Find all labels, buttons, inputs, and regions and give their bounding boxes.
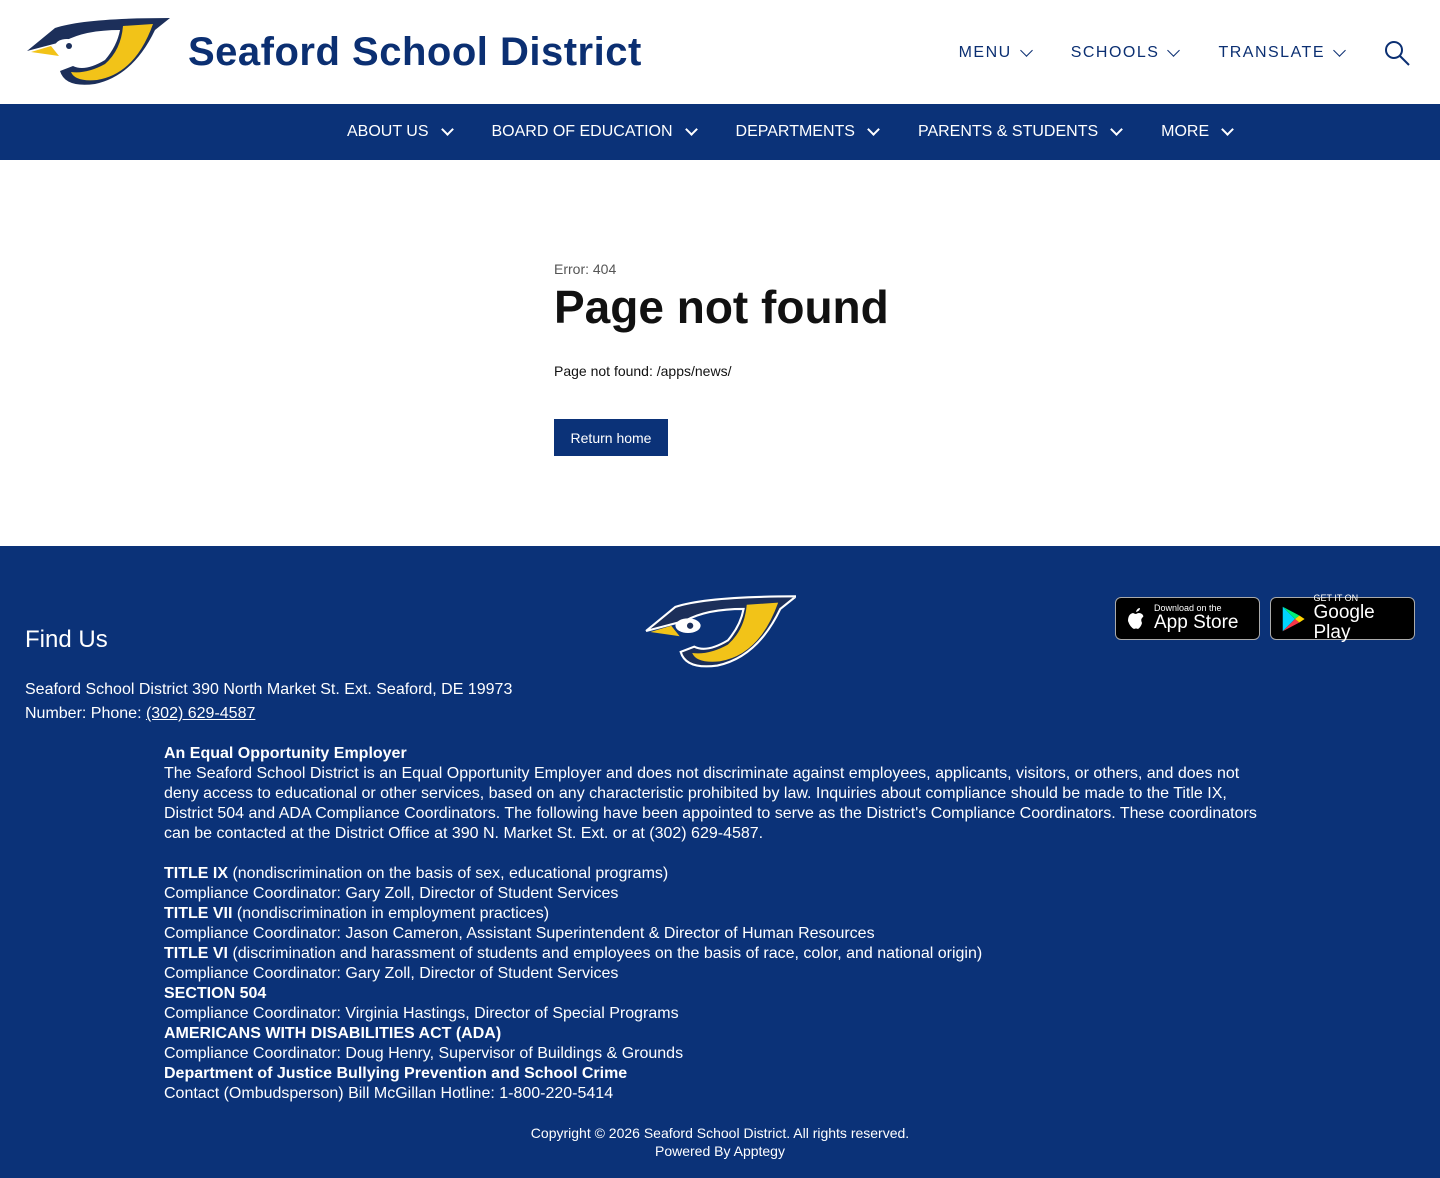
compliance-coordinator: Compliance Coordinator: Gary Zoll, Director of Student Services	[164, 965, 619, 982]
googleplay-big: Google Play	[1313, 602, 1375, 643]
search-icon[interactable]	[1384, 40, 1410, 66]
compliance-title: Department of Justice Bullying Prevention and School Crime	[164, 1065, 628, 1082]
chevron-down-icon	[867, 123, 880, 136]
footer-logo	[644, 594, 796, 670]
phone-link[interactable]: (302) 629-4587	[145, 705, 256, 722]
nav-label: DEPARTMENTS	[735, 123, 855, 140]
nav-label: PARENTS & STUDENTS	[917, 123, 1099, 140]
district-logo[interactable]	[25, 16, 170, 88]
compliance-coordinator: Compliance Coordinator: Virginia Hastings, Director of Special Programs	[164, 1005, 679, 1022]
nav-more[interactable]	[1161, 123, 1232, 141]
chevron-down-icon	[1221, 123, 1234, 136]
nav-about-us[interactable]	[347, 123, 452, 141]
eoe-text: The Seaford School District is an Equal Opportunity Employer and does not discriminate against employees, applicants, visitors, or others, and does not deny access to educational or other services, based on any characteristic prohibited by law. Inquiries about compliance should be made to the Title IX, District 504 and ADA Compliance Coordinators. The following have been appointed to serve as the District's Compliance Coordinators. These coordinators can be contacted at the District Office at 390 N. Market St. Ext. or at (302) 629-4587.	[164, 765, 1257, 842]
compliance-coordinator: Compliance Coordinator: Gary Zoll, Director of Student Services	[164, 885, 619, 902]
google-play-button[interactable]	[1270, 593, 1415, 643]
address	[25, 678, 512, 726]
return-home-button[interactable]: Return home	[554, 419, 668, 456]
nav-parents-students[interactable]	[918, 123, 1121, 141]
chevron-down-icon	[1333, 44, 1346, 57]
menu-label: MENU	[958, 44, 1012, 61]
nav-label: MORE	[1161, 123, 1210, 140]
chevron-down-icon	[1168, 44, 1181, 57]
compliance-heading	[164, 1024, 1274, 1044]
compliance-coordinator: Contact (Ombudsperson) Bill McGillan Hotline: 1-800-220-5414	[164, 1085, 614, 1102]
compliance-coordinator: Compliance Coordinator: Jason Cameron, Assistant Superintendent & Director of Human Resources	[164, 925, 875, 942]
compliance-heading	[164, 864, 1274, 884]
main-content	[0, 160, 1440, 546]
apple-icon	[1126, 607, 1146, 631]
nav-label: BOARD OF EDUCATION	[491, 123, 673, 140]
nav-label: ABOUT US	[347, 123, 429, 140]
compliance-desc: (nondiscrimination on the basis of sex, educational programs)	[228, 865, 669, 882]
address-text: Seaford School District 390 North Market St. Ext. Seaford, DE 19973	[25, 681, 513, 698]
page-title: Page not found	[554, 281, 889, 333]
compliance-title: TITLE IX	[164, 865, 228, 882]
appstore-small: Download on the	[1154, 603, 1222, 613]
compliance-title: AMERICANS WITH DISABILITIES ACT (ADA)	[164, 1025, 502, 1042]
compliance-title: TITLE VII	[164, 905, 233, 922]
phone-label: Number: Phone:	[25, 705, 146, 722]
find-us-heading: Find Us	[25, 626, 108, 653]
eoe-title: An Equal Opportunity Employer	[164, 745, 407, 762]
compliance-title: SECTION 504	[164, 985, 267, 1002]
translate-dropdown[interactable]	[1218, 44, 1344, 62]
chevron-down-icon	[1110, 123, 1123, 136]
powered-by[interactable]: Powered By Apptegy	[655, 1143, 785, 1159]
schools-label: SCHOOLS	[1070, 44, 1160, 61]
googleplay-small: GET IT ON	[1313, 593, 1359, 603]
app-store-button[interactable]	[1115, 597, 1260, 640]
appstore-big: App Store	[1154, 612, 1239, 633]
compliance-coordinator: Compliance Coordinator: Doug Henry, Supervisor of Buildings & Grounds	[164, 1045, 684, 1062]
compliance-desc: (nondiscrimination in employment practices)	[232, 905, 550, 922]
translate-label: TRANSLATE	[1218, 44, 1325, 61]
menu-dropdown[interactable]	[959, 44, 1031, 62]
compliance-heading	[164, 1064, 1274, 1084]
copyright	[0, 1124, 1440, 1160]
site-title[interactable]: Seaford School District	[188, 30, 642, 74]
footer	[0, 546, 1440, 1178]
compliance-heading	[164, 984, 1274, 1004]
schools-dropdown[interactable]	[1071, 44, 1179, 62]
equal-opportunity-statement	[164, 744, 1274, 1104]
compliance-heading	[164, 944, 1274, 964]
chevron-down-icon	[441, 123, 454, 136]
header	[0, 0, 1440, 104]
copyright-text: Copyright © 2026 Seaford School District. All rights reserved.	[530, 1125, 910, 1141]
error-message: Page not found: /apps/news/	[554, 363, 732, 379]
google-play-icon	[1281, 604, 1305, 634]
main-nav	[0, 104, 1440, 160]
chevron-down-icon	[685, 123, 698, 136]
nav-board-of-education[interactable]	[492, 123, 696, 141]
compliance-heading	[164, 904, 1274, 924]
compliance-title: TITLE VI	[164, 945, 228, 962]
chevron-down-icon	[1020, 44, 1033, 57]
error-code: Error: 404	[554, 261, 617, 277]
nav-departments[interactable]	[736, 123, 878, 141]
compliance-desc: (discrimination and harassment of students and employees on the basis of race, color, and national origin)	[228, 945, 983, 962]
